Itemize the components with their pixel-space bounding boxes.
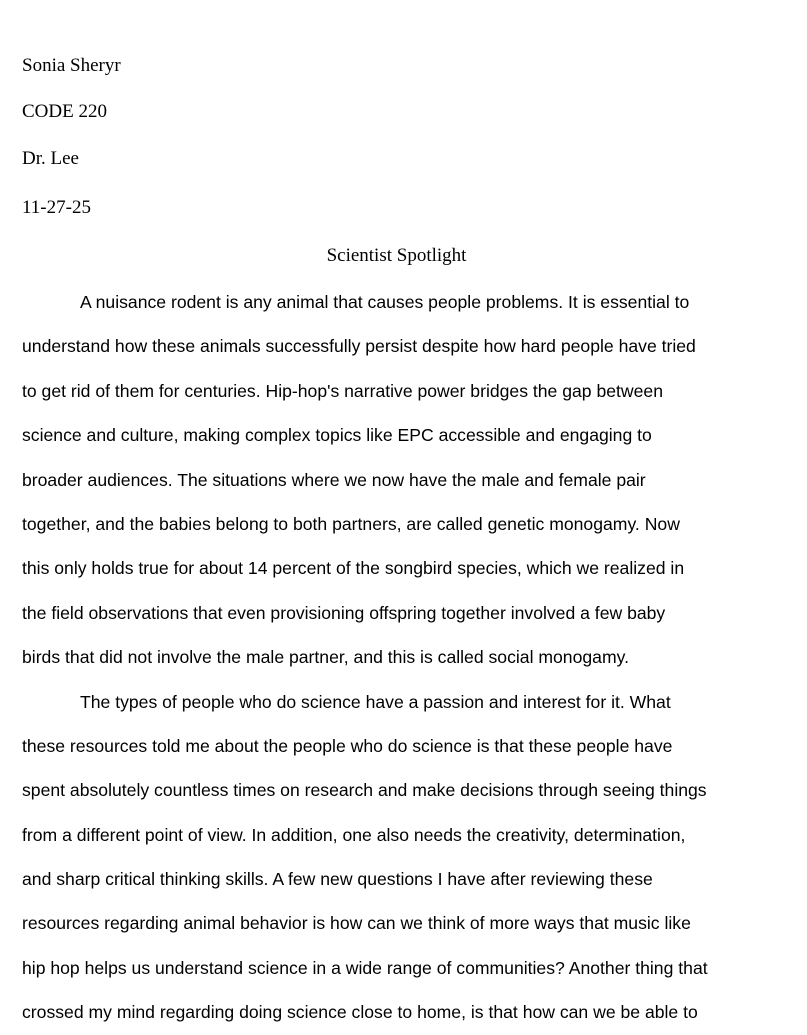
course-code: CODE 220 xyxy=(22,101,107,122)
text-line: science and culture, making complex topics like EPC accessible and engaging to xyxy=(22,425,652,446)
text-line: this only holds true for about 14 percent of the songbird species, which we realized in xyxy=(22,558,685,579)
paragraph xyxy=(22,280,708,680)
text-line: crossed my mind regarding doing science close to home, is that how can we be able to xyxy=(22,1002,698,1023)
text-line: understand how these animals successfully persist despite how hard people have tried xyxy=(22,336,696,357)
instructor-name: Dr. Lee xyxy=(22,148,79,169)
text-line: to get rid of them for centuries. Hip-hop's narrative power bridges the gap between xyxy=(22,380,663,401)
text-line: these resources told me about the people who do science is that these people have xyxy=(22,735,673,756)
text-line: spent absolutely countless times on research and make decisions through seeing things xyxy=(22,780,707,801)
paragraph xyxy=(22,680,708,1035)
text-line: The types of people who do science have a passion and interest for it. What xyxy=(80,691,671,712)
document-title: Scientist Spotlight xyxy=(326,245,467,266)
text-line: birds that did not involve the male partner, and this is called social monogamy. xyxy=(22,647,629,668)
text-line: and sharp critical thinking skills. A few new questions I have after reviewing these xyxy=(22,869,653,890)
text-line: resources regarding animal behavior is how can we think of more ways that music like xyxy=(22,913,691,934)
text-line: hip hop helps us understand science in a wide range of communities? Another thing that xyxy=(22,957,708,978)
text-line: from a different point of view. In addition, one also needs the creativity, determination, xyxy=(22,824,686,845)
date: 11-27-25 xyxy=(22,197,91,218)
text-line: A nuisance rodent is any animal that causes people problems. It is essential to xyxy=(80,292,690,312)
text-line: together, and the babies belong to both partners, are called genetic monogamy. Now xyxy=(22,513,680,534)
document-body xyxy=(22,280,708,1035)
text-line: broader audiences. The situations where we now have the male and female pair xyxy=(22,469,646,490)
text-line: the field observations that even provisioning offspring together involved a few baby xyxy=(22,602,666,623)
author-name: Sonia Sheryr xyxy=(22,55,121,76)
